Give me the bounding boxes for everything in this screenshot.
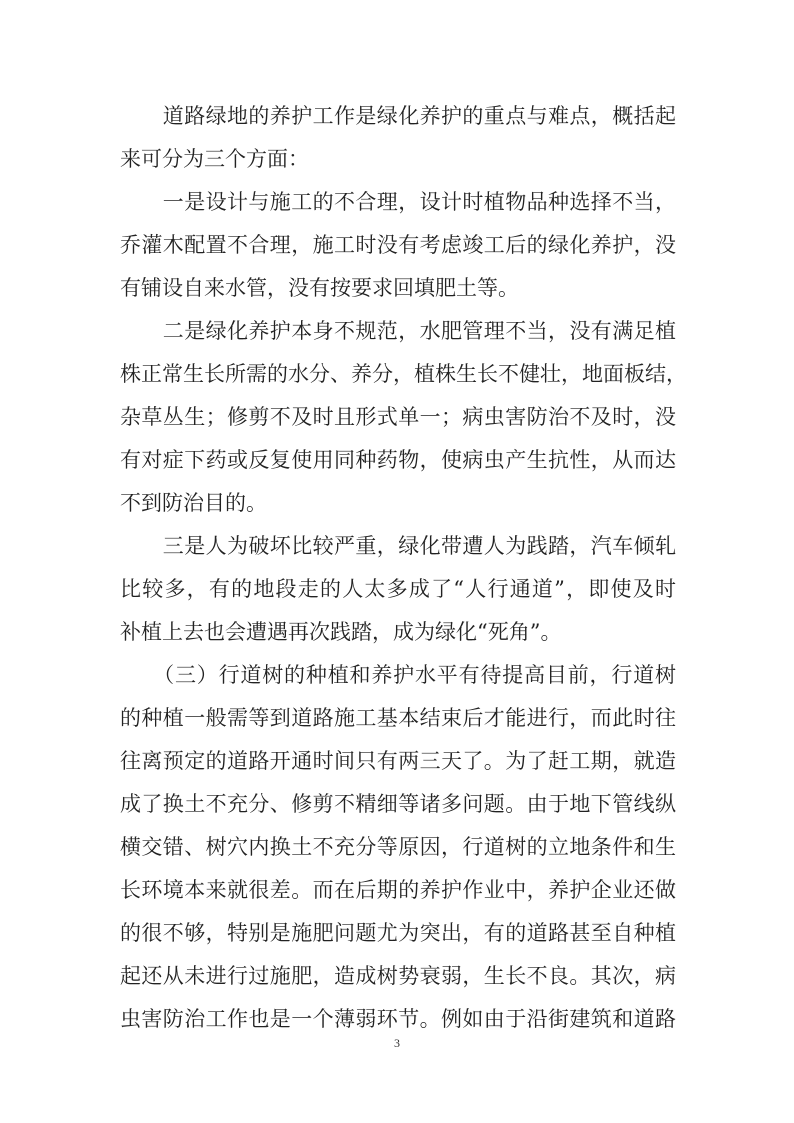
paragraph-5-line-2: 的种植一般需等到道路施工基本结束后才能进行，而此时往 <box>120 706 676 730</box>
paragraph-3-line-5: 不到防治目的。 <box>120 491 267 515</box>
paragraph-4-line-2: 比较多，有的地段走的人太多成了“人行通道”，即使及时 <box>120 577 676 601</box>
paragraph-3-line-4: 有对症下药或反复使用同种药物，使病虫产生抗性，从而达 <box>120 448 676 472</box>
paragraph-2-line-1: 一是设计与施工的不合理，设计时植物品种选择不当， <box>120 190 676 214</box>
page-number: 3 <box>394 1036 400 1050</box>
paragraph-5-line-3: 往离预定的道路开通时间只有两三天了。为了赶工期，就造 <box>120 749 676 773</box>
paragraph-3-line-1: 二是绿化养护本身不规范，水肥管理不当，没有满足植 <box>120 319 676 343</box>
paragraph-5-line-8: 起还从未进行过施肥，造成树势衰弱，生长不良。其次，病 <box>120 964 676 988</box>
paragraph-4-line-3: 补植上去也会遭遇再次践踏，成为绿化“死角”。 <box>120 620 562 644</box>
paragraph-5-line-5: 横交错、树穴内换土不充分等原因，行道树的立地条件和生 <box>120 835 676 859</box>
paragraph-5-line-7: 的很不够，特别是施肥问题尤为突出，有的道路甚至自种植 <box>120 921 676 945</box>
paragraph-2-line-2: 乔灌木配置不合理，施工时没有考虑竣工后的绿化养护，没 <box>120 233 676 257</box>
paragraph-5-line-1: （三）行道树的种植和养护水平有待提高目前，行道树 <box>120 663 676 687</box>
paragraph-5-line-9: 虫害防治工作也是一个薄弱环节。例如由于沿街建筑和道路 <box>120 1007 676 1031</box>
paragraph-2-line-3: 有铺设自来水管，没有按要求回填肥土等。 <box>120 276 519 300</box>
paragraph-5-line-6: 长环境本来就很差。而在后期的养护作业中，养护企业还做 <box>120 878 676 902</box>
paragraph-3-line-3: 杂草丛生；修剪不及时且形式单一；病虫害防治不及时，没 <box>120 405 676 429</box>
paragraph-1-line-2: 来可分为三个方面： <box>120 147 309 171</box>
paragraph-1-line-1: 道路绿地的养护工作是绿化养护的重点与难点，概括起 <box>120 104 676 128</box>
paragraph-4-line-1: 三是人为破坏比较严重，绿化带遭人为践踏，汽车倾轧 <box>120 534 676 558</box>
paragraph-3-line-2: 株正常生长所需的水分、养分，植株生长不健壮，地面板结， <box>120 362 687 386</box>
paragraph-5-line-4: 成了换土不充分、修剪不精细等诸多问题。由于地下管线纵 <box>120 792 676 816</box>
